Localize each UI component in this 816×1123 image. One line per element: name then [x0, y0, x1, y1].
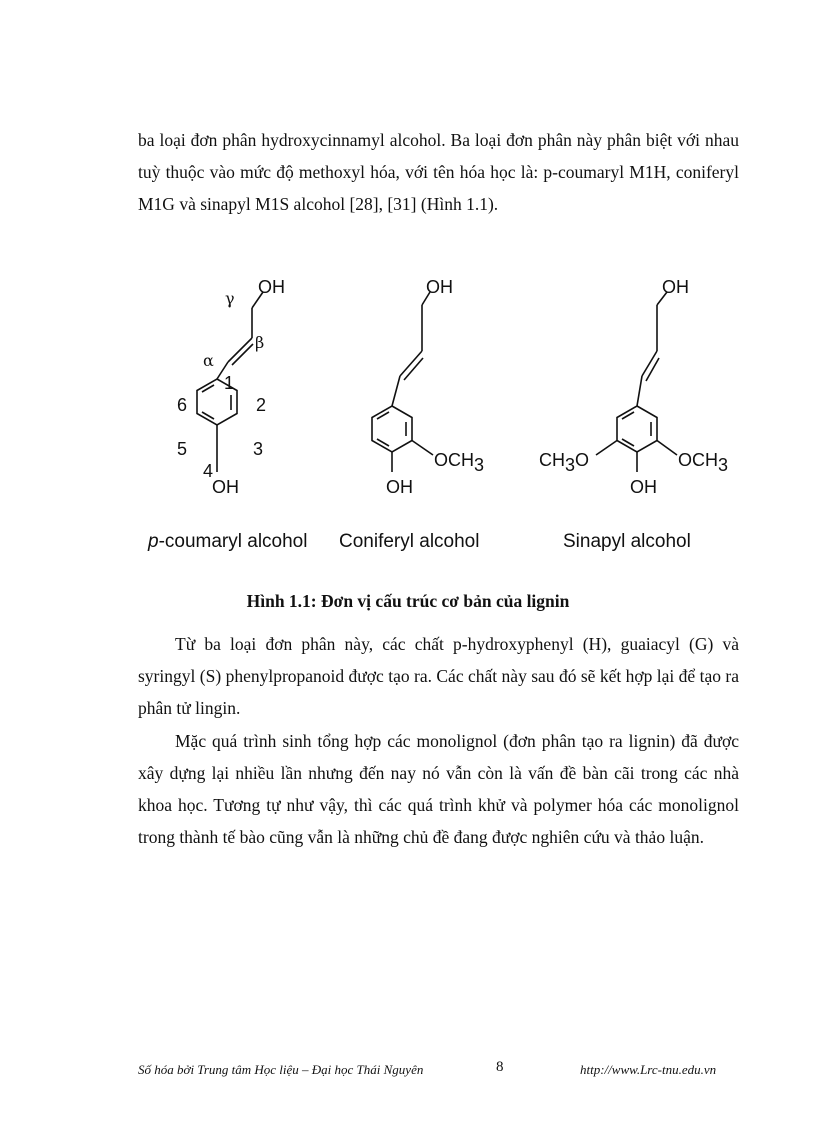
caption-coniferyl: Coniferyl alcohol [339, 531, 480, 552]
sinapyl-och3 [678, 450, 728, 475]
paragraph-phenylpropanoid: Từ ba loại đơn phân này, các chất p-hydroxyphenyl (H), guaiacyl (G) và syringyl (S) phenylpropanoid được tạo ra. Các chất này sau đó sẽ kết hợp lại để tạo ra phân tử lingin. [138, 634, 739, 718]
sinapyl-structure [539, 277, 728, 497]
sinapyl-ch3o [539, 450, 589, 475]
sinapyl-och3-sub: 3 [718, 455, 729, 475]
label-beta: β [255, 333, 265, 352]
coniferyl-bond-ring-och3 [412, 441, 433, 456]
p-coumaryl-structure [177, 277, 285, 497]
coniferyl-oh-top: OH [426, 277, 453, 297]
coumaryl-bond-alpha-beta [228, 338, 252, 362]
sinapyl-bond-alpha-beta-double [646, 358, 659, 381]
coumaryl-oh-bottom: OH [212, 477, 239, 497]
coumaryl-oh-top: OH [258, 277, 285, 297]
caption-p-coumaryl-italic: p [148, 531, 159, 552]
footer-url: http://www.Lrc-tnu.edu.vn [580, 1062, 717, 1077]
sinapyl-bond-ring-och3 [657, 441, 677, 456]
sinapyl-oh-top: OH [662, 277, 689, 297]
coniferyl-structure [372, 277, 484, 497]
paragraph-monolignol: Mặc quá trình sinh tổng hợp các monolignol (đơn phân tạo ra lignin) đã được xây dựng lại nhiều lần nhưng đến nay nó vẫn còn là vấn đề bàn cãi trong các nhà khoa học. Tương tự như vậy, thì các quá trình khử và polymer hóa các monolignol trong thành tế bào cũng vẫn là những chủ đề đang được nghiên cứu và thảo luận. [138, 731, 739, 847]
ring-number-6: 6 [177, 395, 188, 415]
label-alpha: α [203, 351, 214, 370]
coniferyl-och3-main: OCH [434, 450, 474, 470]
label-gamma: γ [225, 289, 235, 308]
footer-publisher: Số hóa bởi Trung tâm Học liệu – Đại học Thái Nguyên [138, 1062, 424, 1077]
coniferyl-och3 [434, 450, 484, 475]
coniferyl-oh-bottom: OH [386, 477, 413, 497]
sinapyl-oh-bottom: OH [630, 477, 657, 497]
sinapyl-ch3o-main: CH [539, 450, 565, 470]
caption-p-coumaryl [147, 531, 307, 552]
paragraph-intro: ba loại đơn phân hydroxycinnamyl alcohol. Ba loại đơn phân này phân biệt với nhau tuỳ thuộc vào mức độ methoxyl hóa, với tên hóa học là: p-coumaryl M1H, coniferyl M1G và sinapyl M1S alcohol [28], [31] (Hình 1.1). [138, 130, 739, 214]
sinapyl-ch3o-sub: 3 [565, 455, 576, 475]
ring-number-3: 3 [253, 439, 264, 459]
sinapyl-bond-ring-ch3o [596, 441, 617, 456]
ring-number-5: 5 [177, 439, 188, 459]
sinapyl-bond-alpha-beta [642, 351, 657, 376]
ring-number-2: 2 [256, 395, 267, 415]
sinapyl-ch3o-o: O [575, 450, 590, 470]
caption-sinapyl: Sinapyl alcohol [563, 531, 691, 552]
lignin-monomers-figure [130, 262, 729, 562]
caption-p-coumaryl-rest: -coumaryl alcohol [158, 531, 308, 552]
sinapyl-bond-ring-alpha [637, 376, 642, 406]
figure-caption: Hình 1.1: Đơn vị cấu trúc cơ bản của lignin [246, 591, 570, 611]
ring-number-4: 4 [203, 461, 214, 481]
ring-number-1: 1 [224, 373, 235, 393]
coniferyl-bond-ring-alpha [392, 376, 400, 406]
page-number: 8 [496, 1059, 504, 1075]
sinapyl-och3-main: OCH [678, 450, 718, 470]
coniferyl-och3-sub: 3 [474, 455, 485, 475]
